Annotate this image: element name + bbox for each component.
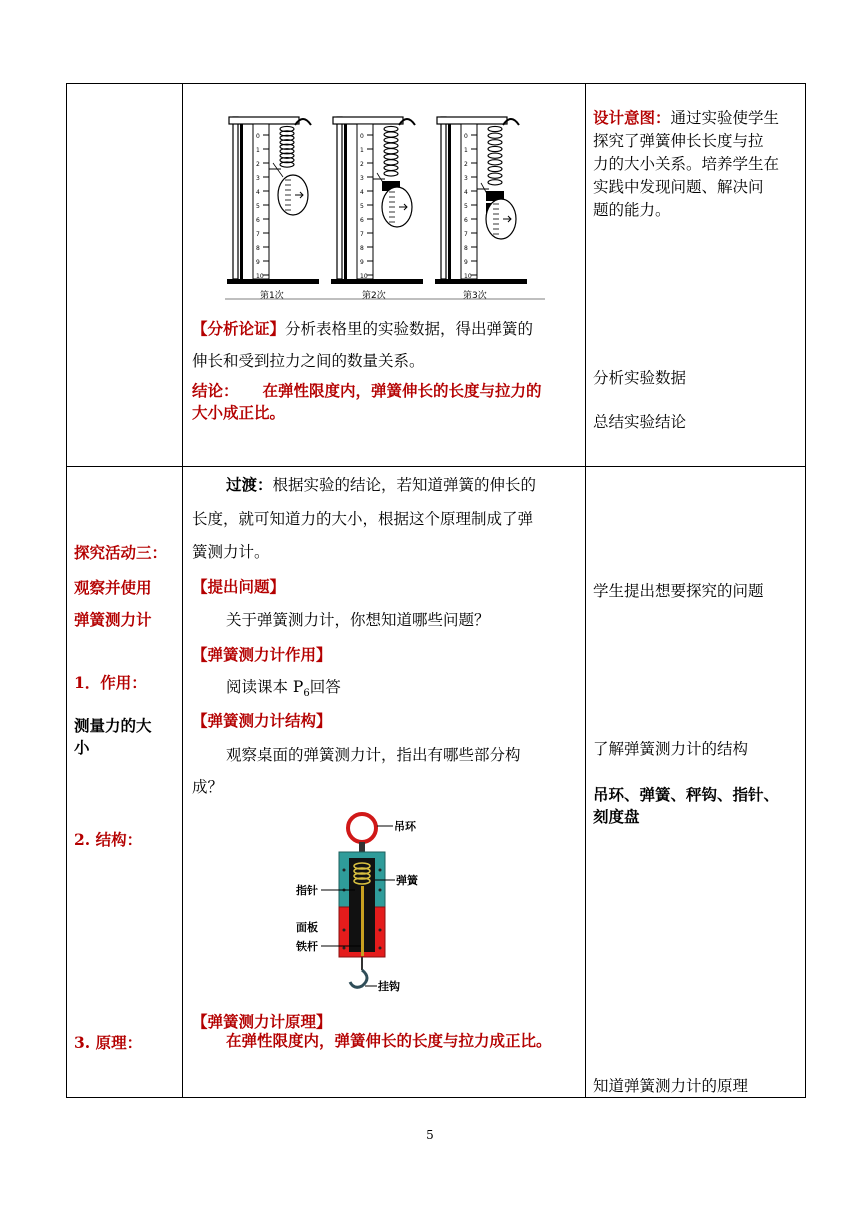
transition-line-3: 簧测力计。 [192,543,270,561]
right-note-2: 了解弹簧测力计的结构 [593,740,749,758]
svg-text:9: 9 [360,259,364,266]
svg-text:5: 5 [256,203,260,210]
svg-text:10: 10 [464,273,472,280]
transition-text-1: 根据实验的结论，若知道弹簧的伸长的 [272,476,537,494]
student-activity-1: 分析实验数据 [593,369,687,387]
label-hook: 挂钩 [378,980,400,993]
svg-text:1: 1 [256,147,260,154]
svg-text:2: 2 [464,161,468,168]
ring-shape [348,814,376,842]
transition-line-2: 长度，就可知道力的大小，根据这个原理制成了弹 [192,510,534,528]
activity-title-1: 探究活动三： [74,543,168,562]
conclusion-label: 结论： [192,381,239,400]
svg-text:8: 8 [464,245,468,252]
structure-tag: 【弹簧测力计结构】 [192,711,332,730]
svg-text:9: 9 [464,259,468,266]
label-rod: 铁杆 [296,940,318,953]
function-text [226,676,341,705]
page-number: 5 [426,1128,434,1142]
svg-text:9: 9 [256,259,260,266]
design-line-3: 力的大小关系。培养学生在 [593,155,780,173]
svg-text:5: 5 [360,203,364,210]
principle-tag: 【弹簧测力计原理】 [192,1012,332,1031]
svg-text:8: 8 [360,245,364,252]
stand-1 [227,117,319,284]
column-divider-2 [585,84,586,1097]
structure-line-1: 观察桌面的弹簧测力计，指出有哪些部分构 [226,746,521,764]
svg-text:3: 3 [464,175,468,182]
spring-experiment-figure [225,107,545,303]
point-3-label: 3. 原理： [74,1033,143,1052]
svg-text:4: 4 [256,189,260,196]
svg-text:8: 8 [256,245,260,252]
svg-text:1: 1 [464,147,468,154]
svg-text:4: 4 [464,189,468,196]
svg-text:3: 3 [360,175,364,182]
point-1-text-1: 测量力的大 [74,716,152,735]
analysis-line-1 [192,318,533,340]
figure-label-1: 第1次 [260,291,284,301]
question-tag: 【提出问题】 [192,577,286,596]
design-line-1 [593,107,779,129]
conclusion-line-1 [192,380,542,402]
right-note-3-line-1: 吊环、弹簧、秤钩、指针、 [593,785,780,804]
label-panel: 面板 [296,921,318,934]
design-label: 设计意图： [593,108,671,127]
svg-text:6: 6 [464,217,468,224]
right-note-1: 学生提出想要探究的问题 [593,582,764,600]
svg-text:1: 1 [360,147,364,154]
analysis-text-1: 分析表格里的实验数据，得出弹簧的 [285,320,534,338]
point-2-label: 2. 结构： [74,830,143,849]
point-1-label: 1．作用： [74,673,147,692]
stand-3 [435,117,527,284]
activity-title-2: 观察并使用 [74,578,152,597]
student-activity-2: 总结实验结论 [593,413,687,431]
design-line-4: 实践中发现问题、解决问 [593,178,764,196]
svg-text:7: 7 [360,231,364,238]
transition-line-1 [226,474,536,496]
svg-text:7: 7 [256,231,260,238]
analysis-tag: 【分析论证】 [192,319,286,338]
design-line-2: 探究了弹簧伸长长度与拉 [593,132,764,150]
svg-text:3: 3 [256,175,260,182]
svg-text:2: 2 [256,161,260,168]
svg-text:0: 0 [256,133,260,140]
svg-text:0: 0 [464,133,468,140]
svg-text:6: 6 [360,217,364,224]
hook-shape [350,970,367,987]
svg-text:10: 10 [360,273,368,280]
analysis-line-2: 伸长和受到拉力之间的数量关系。 [192,352,425,370]
svg-text:2: 2 [360,161,364,168]
right-note-4: 知道弹簧测力计的原理 [593,1077,749,1095]
transition-label: 过渡： [226,475,273,494]
svg-text:6: 6 [256,217,260,224]
svg-text:5: 5 [464,203,468,210]
principle-text: 在弹性限度内，弹簧伸长的长度与拉力成正比。 [226,1031,552,1050]
function-tag: 【弹簧测力计作用】 [192,645,332,664]
function-text-pre: 阅读课本 P [226,678,304,696]
function-text-post: 回答 [309,678,341,696]
conclusion-line-2: 大小成正比。 [192,403,286,422]
question-text: 关于弹簧测力计，你想知道哪些问题？ [226,611,490,629]
svg-text:10: 10 [256,273,264,280]
right-note-3-line-2: 刻度盘 [593,807,640,826]
label-spring: 弹簧 [396,874,418,887]
figure-label-3: 第3次 [463,291,487,301]
label-ring: 吊环 [394,820,416,833]
design-text-1: 通过实验使学生 [670,109,780,127]
label-pointer: 指针 [296,884,318,897]
svg-text:4: 4 [360,189,364,196]
rod-shape [361,886,364,956]
activity-title-3: 弹簧测力计 [74,610,152,629]
figure-label-2: 第2次 [362,291,386,301]
design-line-5: 题的能力。 [593,201,671,219]
svg-text:7: 7 [464,231,468,238]
function-text-sub: 6 [303,688,310,700]
stand-2 [331,117,423,284]
row-divider [67,466,805,467]
column-divider-1 [182,84,183,1097]
conclusion-text-1: 在弹性限度内，弹簧伸长的长度与拉力的 [262,381,542,400]
point-1-text-2: 小 [74,738,90,757]
spring-scale-diagram [295,810,435,1002]
svg-text:0: 0 [360,133,364,140]
structure-line-2: 成？ [192,778,224,796]
